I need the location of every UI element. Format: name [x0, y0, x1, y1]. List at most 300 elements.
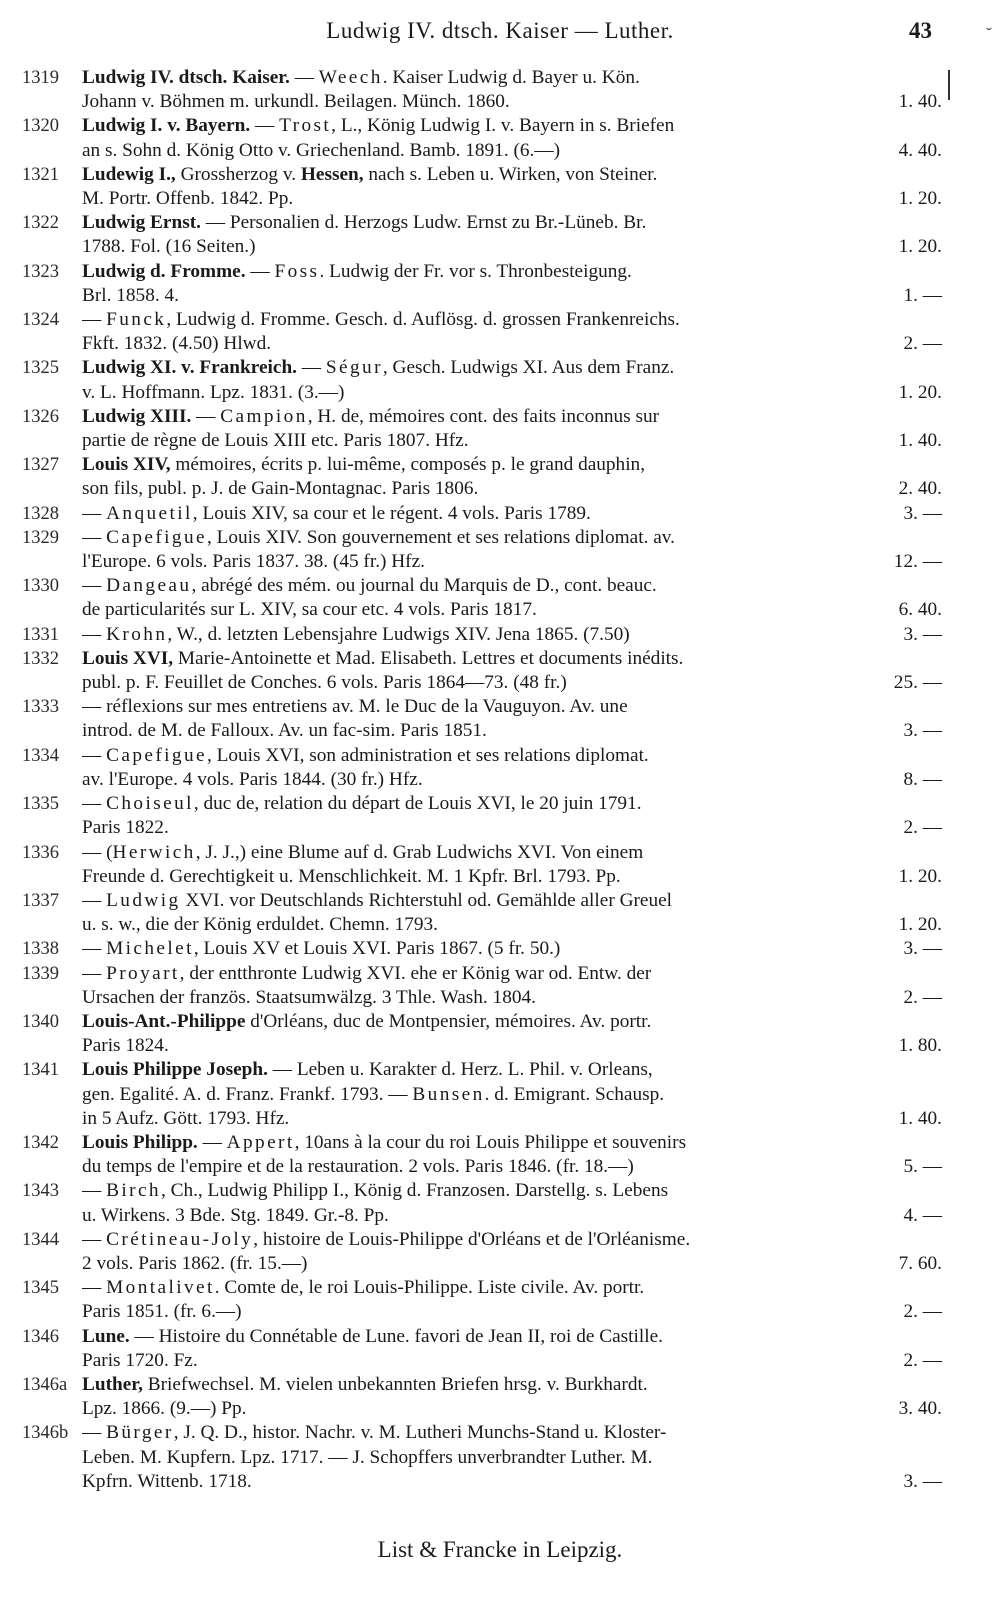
entry-number: 1337	[22, 890, 59, 911]
entry-line	[82, 695, 942, 719]
entry-text	[82, 211, 646, 235]
entry-line	[82, 1373, 942, 1397]
catalog-entry	[22, 792, 942, 840]
catalog-entry	[22, 66, 942, 114]
entry-price: 1. 20.	[898, 381, 942, 403]
catalog-entry	[22, 1325, 942, 1373]
entry-line	[82, 356, 942, 380]
entry-text-segment: XVI. vor Deutschlands Richterstuhl od. Gemählde aller Greuel	[180, 889, 673, 911]
entry-text-segment: , abrégé des mém. ou journal du Marquis de D., cont. beauc.	[191, 575, 657, 597]
entry-text-segment: —	[82, 502, 107, 524]
entry-price: 2. —	[903, 1301, 942, 1323]
entry-text	[82, 574, 657, 598]
entry-text-segment: —	[82, 793, 107, 815]
entry-line	[82, 477, 942, 501]
catalog-entry	[22, 163, 942, 211]
entry-price: 3. —	[903, 720, 942, 742]
entry-text-segment: — Personalien d. Herzogs Ludw. Ernst zu Br.-Lüneb. Br.	[200, 212, 647, 234]
entry-price: 3. —	[903, 1470, 942, 1492]
catalog-entry	[22, 1179, 942, 1227]
author-name: Michelet	[106, 938, 194, 960]
entry-text	[82, 66, 640, 90]
entry-line	[82, 1204, 942, 1228]
entry-number: 1323	[22, 261, 59, 282]
entry-text-segment: Briefwechsel. M. vielen unbekannten Briefen hrsg. v. Burkhardt.	[142, 1373, 648, 1395]
entry-price: 7. 60.	[898, 1252, 942, 1274]
entry-number: 1342	[22, 1132, 59, 1153]
entry-body	[82, 356, 942, 404]
entry-number: 1346a	[22, 1374, 68, 1395]
entry-text-segment: , J. Q. D., histor. Nachr. v. M. Lutheri Munchs-Stand u. Kloster-	[173, 1422, 667, 1444]
entry-number: 1327	[22, 455, 59, 476]
catalog-entry	[22, 962, 942, 1010]
entry-price: 1. 20.	[898, 236, 942, 258]
author-name: Dangeau	[106, 575, 192, 597]
entry-text-segment: . d. Emigrant. Schausp.	[484, 1083, 665, 1105]
entry-text	[82, 381, 344, 405]
author-name: Montalivet	[106, 1277, 215, 1299]
entry-heading: Ludwig I. v. Bayern.	[82, 115, 251, 137]
entry-text-segment: . Comte de, le roi Louis-Philippe. Liste civile. Av. portr.	[214, 1277, 645, 1299]
entry-text	[82, 163, 657, 187]
entry-text-segment: — Leben u. Karakter d. Herz. L. Phil. v. Orleans,	[267, 1059, 653, 1081]
entry-line	[82, 1325, 942, 1349]
entry-line	[82, 211, 942, 235]
author-name: Ludwig	[106, 889, 181, 911]
entry-text-segment: Paris 1822.	[82, 817, 169, 839]
entry-number: 1346b	[22, 1423, 69, 1444]
edge-mark: ˘	[986, 24, 992, 44]
catalog-entry	[22, 937, 942, 961]
entry-number: 1346	[22, 1326, 59, 1347]
author-name: Choiseul	[106, 793, 194, 815]
entry-text-segment: nach s. Leben u. Wirken, von Steiner.	[363, 163, 658, 185]
entry-text	[82, 1325, 663, 1349]
entry-line	[82, 1010, 942, 1034]
entry-heading: Louis XVI,	[82, 647, 174, 669]
entry-text	[82, 526, 675, 550]
catalog-entry	[22, 889, 942, 937]
entry-number: 1330	[22, 576, 59, 597]
entry-number: 1344	[22, 1229, 59, 1250]
entry-text	[82, 671, 567, 695]
entry-price: 3. —	[903, 938, 942, 960]
entry-body	[82, 937, 942, 961]
entry-text-segment: u. s. w., die der König erduldet. Chemn. 1793.	[82, 914, 438, 936]
entry-line	[82, 1276, 942, 1300]
entry-number: 1333	[22, 697, 59, 718]
entry-text-segment: Freunde d. Gerechtigkeit u. Menschlichkeit. M. 1 Kpfr. Brl. 1793. Pp.	[82, 865, 621, 887]
entry-text-segment: —	[296, 357, 326, 379]
entry-heading: Louis Philippe Joseph.	[82, 1059, 268, 1081]
entry-text	[82, 235, 256, 259]
entry-text-segment: Fkft. 1832. (4.50) Hlwd.	[82, 333, 272, 355]
entry-text	[82, 429, 469, 453]
entry-number: 1332	[22, 648, 59, 669]
catalog-entries	[22, 66, 942, 1494]
entry-text-segment: Paris 1851. (fr. 6.—)	[82, 1301, 242, 1323]
entry-text-segment: mémoires, écrits p. lui-même, composés p. le grand dauphin,	[170, 454, 646, 476]
entry-text-segment: —	[245, 260, 275, 282]
entry-text-segment: Kpfrn. Wittenb. 1718.	[82, 1470, 252, 1492]
catalog-entry	[22, 841, 942, 889]
entry-text-segment: Grossherzog v.	[175, 163, 301, 185]
entry-text	[82, 502, 591, 526]
entry-price: 1. —	[903, 284, 942, 306]
author-name: Bunsen	[412, 1083, 485, 1105]
catalog-entry	[22, 114, 942, 162]
catalog-entry	[22, 1228, 942, 1276]
entry-price: 4. —	[903, 1204, 942, 1226]
catalog-entry	[22, 744, 942, 792]
entry-text	[82, 1010, 651, 1034]
entry-text	[82, 1131, 686, 1155]
entry-text-segment: —	[82, 962, 107, 984]
entry-line	[82, 526, 942, 550]
entry-text-segment: , der entthronte Ludwig XVI. ehe er König war od. Entw. der	[179, 962, 652, 984]
entry-number: 1320	[22, 116, 59, 137]
entry-text-segment: 2 vols. Paris 1862. (fr. 15.—)	[82, 1252, 308, 1274]
entry-text-segment: v. L. Hoffmann. Lpz. 1831. (3.—)	[82, 381, 345, 403]
entry-body	[82, 1228, 942, 1276]
entry-line	[82, 937, 942, 961]
entry-text	[82, 1252, 307, 1276]
entry-body	[82, 623, 942, 647]
entry-text-segment: Brl. 1858. 4.	[82, 284, 179, 306]
entry-line	[82, 187, 942, 211]
entry-text-segment: Paris 1824.	[82, 1035, 169, 1057]
entry-text-segment: —	[82, 889, 107, 911]
entry-body	[82, 1058, 942, 1131]
entry-text-segment: —	[82, 309, 107, 331]
entry-text-segment: —	[191, 405, 221, 427]
entry-line	[82, 841, 942, 865]
entry-body	[82, 1010, 942, 1058]
catalog-entry	[22, 574, 942, 622]
entry-line	[82, 90, 942, 114]
entry-price: 3. 40.	[898, 1398, 942, 1420]
author-name: Appert	[226, 1131, 295, 1153]
entry-text	[82, 937, 560, 961]
catalog-entry	[22, 1276, 942, 1324]
entry-body	[82, 1421, 942, 1494]
entry-text	[82, 1204, 389, 1228]
entry-text	[82, 744, 649, 768]
entry-number: 1328	[22, 503, 59, 524]
entry-text-segment: — réflexions sur mes entretiens av. M. le Duc de la Vauguyon. Av. une	[82, 696, 628, 718]
entry-text-segment: —	[82, 938, 107, 960]
entry-text-segment: introd. de M. de Falloux. Av. un fac-sim. Paris 1851.	[82, 720, 487, 742]
entry-line	[82, 1131, 942, 1155]
author-name: Trost	[279, 115, 332, 137]
entry-line	[82, 865, 942, 889]
entry-text-segment: —	[82, 526, 107, 548]
entry-text	[82, 1446, 652, 1470]
entry-number: 1340	[22, 1011, 59, 1032]
entry-line	[82, 139, 942, 163]
entry-price: 3. —	[903, 502, 942, 524]
author-name: Ségur	[325, 357, 383, 379]
entry-text-segment: du temps de l'empire et de la restauration. 2 vols. Paris 1846. (fr. 18.—)	[82, 1156, 634, 1178]
entry-text-segment: . Kaiser Ludwig d. Bayer u. Kön.	[382, 67, 640, 88]
catalog-entry	[22, 453, 942, 501]
entry-heading: Luther,	[82, 1373, 143, 1395]
entry-line	[82, 598, 942, 622]
author-name: Campion	[220, 405, 308, 427]
page-number: 43	[909, 18, 932, 43]
entry-text-segment: , Ch., Ludwig Philipp I., König d. Franzosen. Darstellg. s. Lebens	[160, 1180, 669, 1202]
entry-price: 12. —	[893, 551, 942, 573]
entry-line	[82, 163, 942, 187]
entry-line	[82, 574, 942, 598]
entry-line	[82, 623, 942, 647]
entry-body	[82, 526, 942, 574]
entry-price: 6. 40.	[898, 599, 942, 621]
entry-price: 8. —	[903, 768, 942, 790]
catalog-entry	[22, 1421, 942, 1494]
entry-text-segment: de particularités sur L. XIV, sa cour etc. 4 vols. Paris 1817.	[82, 599, 537, 621]
entry-text	[82, 332, 271, 356]
author-name: Proyart	[106, 962, 180, 984]
entry-heading: Ludwig XI. v. Frankreich.	[82, 357, 297, 379]
entry-number: 1324	[22, 310, 59, 331]
entry-text-segment: , H. de, mémoires cont. des faits inconnus sur	[307, 405, 660, 427]
entry-text-segment: , W., d. letzten Lebensjahre Ludwigs XIV. Jena 1865. (7.50)	[167, 623, 630, 645]
entry-text-segment: — Histoire du Connétable de Lune. favori de Jean II, roi de Castille.	[129, 1325, 663, 1347]
entry-body	[82, 308, 942, 356]
entry-text	[82, 1155, 634, 1179]
entry-text-segment: d'Orléans, duc de Montpensier, mémoires. Av. portr.	[245, 1010, 652, 1032]
entry-line	[82, 1300, 942, 1324]
entry-line	[82, 1034, 942, 1058]
author-name: Crétineau-Joly	[106, 1228, 254, 1250]
entry-number: 1326	[22, 406, 59, 427]
author-name: Anquetil	[106, 502, 193, 524]
entry-heading: Hessen,	[300, 163, 364, 185]
entry-text-segment: —	[289, 67, 319, 88]
entry-line	[82, 1349, 942, 1373]
entry-text	[82, 1228, 690, 1252]
entry-price: 1. 20.	[898, 865, 942, 887]
catalog-entry	[22, 526, 942, 574]
entry-text-segment: Marie-Antoinette et Mad. Elisabeth. Lettres et documents inédits.	[173, 647, 684, 669]
entry-line	[82, 986, 942, 1010]
entry-body	[82, 889, 942, 937]
entry-body	[82, 1276, 942, 1324]
entry-body	[82, 405, 942, 453]
entry-text-segment: —	[82, 623, 107, 645]
entry-text-segment: 1788. Fol. (16 Seiten.)	[82, 236, 256, 258]
entry-line	[82, 671, 942, 695]
catalog-entry	[22, 308, 942, 356]
entry-number: 1329	[22, 527, 59, 548]
entry-line	[82, 381, 942, 405]
margin-mark	[948, 70, 950, 100]
entry-heading: Ludwig Ernst.	[82, 212, 201, 234]
entry-line	[82, 744, 942, 768]
entry-heading: Ludwig IV. dtsch. Kaiser.	[82, 67, 290, 88]
entry-text-segment: in 5 Aufz. Gött. 1793. Hfz.	[82, 1107, 290, 1129]
author-name: Herwich	[112, 841, 196, 863]
entry-text	[82, 1083, 664, 1107]
entry-body	[82, 211, 942, 259]
publisher-footer: List & Francke in Leipzig.	[377, 1537, 623, 1562]
entry-line	[82, 1421, 942, 1445]
entry-price: 1. 80.	[898, 1035, 942, 1057]
entry-text-segment: Johann v. Böhmen m. urkundl. Beilagen. Münch. 1860.	[82, 91, 510, 113]
author-name: Foss	[274, 260, 320, 282]
entry-line	[82, 962, 942, 986]
entry-text-segment: partie de règne de Louis XIII etc. Paris 1807. Hfz.	[82, 430, 469, 452]
entry-text	[82, 962, 651, 986]
entry-line	[82, 308, 942, 332]
entry-line	[82, 719, 942, 743]
entry-body	[82, 66, 942, 114]
entry-text-segment: , 10ans à la cour du roi Louis Philippe et souvenirs	[294, 1131, 687, 1153]
catalog-entry	[22, 1131, 942, 1179]
entry-text	[82, 405, 659, 429]
entry-text-segment: —	[250, 115, 280, 137]
entry-heading: Louis-Ant.-Philippe	[82, 1010, 246, 1032]
entry-line	[82, 1397, 942, 1421]
entry-text	[82, 768, 423, 792]
entry-text-segment: , Louis XIV, sa cour et le régent. 4 vols. Paris 1789.	[192, 502, 591, 524]
entry-line	[82, 816, 942, 840]
entry-body	[82, 453, 942, 501]
running-head: Ludwig IV. dtsch. Kaiser — Luther.	[326, 18, 674, 43]
entry-number: 1336	[22, 842, 59, 863]
entry-text	[82, 356, 674, 380]
entry-text-segment: Leben. M. Kupfern. Lpz. 1717. — J. Schopffers unverbrandter Luther. M.	[82, 1446, 653, 1468]
entry-text	[82, 453, 645, 477]
entry-line	[82, 260, 942, 284]
entry-text	[82, 139, 560, 163]
entry-heading: Lune.	[82, 1325, 130, 1347]
entry-price: 2. —	[903, 1349, 942, 1371]
catalog-entry	[22, 211, 942, 259]
entry-body	[82, 1179, 942, 1227]
entry-line	[82, 405, 942, 429]
entry-price: 25. —	[893, 672, 942, 694]
entry-heading: Ludwig d. Fromme.	[82, 260, 246, 282]
entry-text	[82, 1349, 198, 1373]
author-name: Capefigue	[106, 526, 207, 548]
catalog-entry	[22, 695, 942, 743]
entry-body	[82, 647, 942, 695]
entry-number: 1345	[22, 1278, 59, 1299]
catalog-entry	[22, 1373, 942, 1421]
entry-text-segment: — (	[82, 841, 113, 863]
entry-body	[82, 574, 942, 622]
entry-line	[82, 453, 942, 477]
entry-line	[82, 768, 942, 792]
catalog-entry	[22, 623, 942, 647]
entry-line	[82, 1446, 942, 1470]
entry-body	[82, 502, 942, 526]
entry-body	[82, 962, 942, 1010]
entry-heading: Louis XIV,	[82, 454, 171, 476]
entry-text-segment: —	[82, 1228, 107, 1250]
entry-price: 3. —	[903, 623, 942, 645]
entry-text-segment: Lpz. 1866. (9.—) Pp.	[82, 1398, 247, 1420]
catalog-entry	[22, 1010, 942, 1058]
entry-text	[82, 550, 425, 574]
entry-line	[82, 332, 942, 356]
entry-line	[82, 913, 942, 937]
entry-heading: Louis Philipp.	[82, 1131, 198, 1153]
catalog-entry	[22, 260, 942, 308]
entry-body	[82, 163, 942, 211]
entry-line	[82, 550, 942, 574]
entry-text-segment: —	[82, 1277, 107, 1299]
entry-text-segment: Ursachen der französ. Staatsumwälzg. 3 Thle. Wash. 1804.	[82, 986, 536, 1008]
entry-line	[82, 429, 942, 453]
catalog-entry	[22, 405, 942, 453]
entry-body	[82, 744, 942, 792]
entry-body	[82, 841, 942, 889]
entry-text-segment: , Ludwig d. Fromme. Gesch. d. Auflösg. d. grossen Frankenreichs.	[166, 309, 680, 331]
entry-text-segment: . Ludwig der Fr. vor s. Thronbesteigung.	[319, 260, 632, 282]
entry-text-segment: M. Portr. Offenb. 1842. Pp.	[82, 188, 294, 210]
entry-line	[82, 1470, 942, 1494]
entry-number: 1321	[22, 164, 59, 185]
entry-number: 1335	[22, 794, 59, 815]
entry-price: 2. 40.	[898, 478, 942, 500]
entry-price: 1. 20.	[898, 914, 942, 936]
entry-body	[82, 260, 942, 308]
author-name: Birch	[106, 1180, 161, 1202]
entry-number: 1331	[22, 624, 59, 645]
entry-text	[82, 1107, 289, 1131]
entry-text	[82, 841, 643, 865]
entry-text	[82, 889, 672, 913]
entry-text-segment: an s. Sohn d. König Otto v. Griechenland. Bamb. 1891. (6.—)	[82, 139, 561, 161]
entry-heading: Ludewig I.,	[82, 163, 176, 185]
entry-text-segment: , histoire de Louis-Philippe d'Orléans et de l'Orléanisme.	[253, 1228, 691, 1250]
entry-text	[82, 260, 632, 284]
entry-text	[82, 308, 680, 332]
entry-number: 1322	[22, 213, 59, 234]
entry-text-segment: gen. Egalité. A. d. Franz. Frankf. 1793. —	[82, 1083, 413, 1105]
entry-text-segment: —	[82, 575, 107, 597]
entry-line	[82, 502, 942, 526]
author-name: Capefigue	[106, 744, 207, 766]
entry-text	[82, 792, 642, 816]
entry-line	[82, 284, 942, 308]
entry-price: 2. —	[903, 333, 942, 355]
entry-text	[82, 865, 621, 889]
entry-price: 1. 40.	[898, 430, 942, 452]
entry-text-segment: —	[82, 1422, 107, 1444]
entry-line	[82, 1252, 942, 1276]
entry-text-segment: , Gesch. Ludwigs XI. Aus dem Franz.	[382, 357, 675, 379]
entry-text	[82, 695, 628, 719]
entry-price: 2. —	[903, 817, 942, 839]
entry-text	[82, 90, 510, 114]
entry-line	[82, 1228, 942, 1252]
entry-line	[82, 1058, 942, 1082]
entry-text-segment: —	[82, 744, 107, 766]
entry-heading: Ludwig XIII.	[82, 405, 192, 427]
entry-number: 1319	[22, 68, 59, 88]
page-header	[0, 18, 1000, 58]
entry-number: 1325	[22, 358, 59, 379]
author-name: Krohn	[106, 623, 168, 645]
entry-text	[82, 114, 674, 138]
entry-text-segment: , Louis XIV. Son gouvernement et ses relations diplomat. av.	[206, 526, 675, 548]
entry-text-segment: , Louis XVI, son administration et ses relations diplomat.	[206, 744, 649, 766]
entry-body	[82, 792, 942, 840]
